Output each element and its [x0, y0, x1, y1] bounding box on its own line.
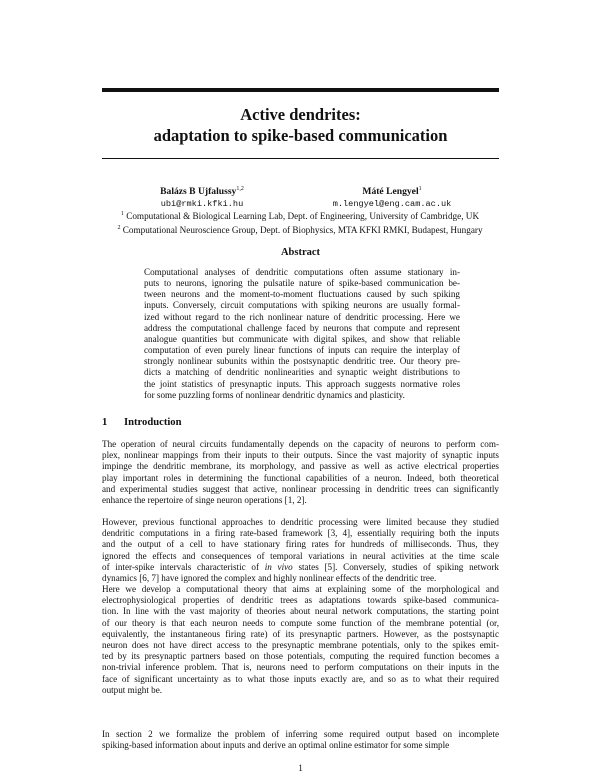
text-line: impinge the dendritic membrane, its morphology, and passive as well as active electrical properties: [102, 461, 499, 472]
text-line: play important roles in determining the functional capabilities of a neuron. Indeed, both theoretical: [102, 472, 499, 483]
text-line: equivalently, the instantaneous firing rate) of its presynaptic partners. However, as the postsynaptic: [102, 628, 499, 639]
abstract-line: strongly nonlinear subunits within the postsynaptic dendritic tree. Our theory pre-: [144, 356, 460, 367]
affiliation-2: $^2$ Computational Neuroscience Group, Dept. of Biophysics, MTA KFKI RMKI, Budapest, Hungary: [117, 224, 483, 235]
text-line: and the output of a cell to have stationary firing rates for hundreds of milliseconds. Thus, they: [102, 539, 499, 550]
abstract-line: ized without regard to the rich nonlinear nature of dendritic processing. Here we: [144, 311, 460, 322]
author-2-email: m.lengyel@eng.cam.ac.uk: [332, 199, 452, 210]
text-line: and experimental studies suggest that active, nonlinear processing in dendritic trees can significantly: [102, 483, 499, 494]
section-heading: [102, 417, 182, 428]
author-2-affil-mark: 1: [418, 186, 422, 192]
abstract-line: tween neurons and the moment-to-moment fluctuations caused by such spiking: [144, 289, 460, 300]
author-2: [297, 183, 487, 210]
text-line: of our theory is that each neuron needs to compute some function of the membrane potential (or,: [102, 617, 499, 628]
text-line: face of significant uncertainty as to what those inputs exactly are, and so as to what their required: [102, 673, 499, 684]
abstract-line: analogue quantities but communicate with digital spikes, and show that reliable: [144, 333, 460, 344]
text-line: non-trivial inference problem. That is, neurons need to perform computations on their inputs in the: [102, 662, 499, 673]
text-line: plex, nonlinear mappings from their inputs to their outputs. Since the vast majority of synaptic inputs: [102, 450, 499, 461]
paragraph-1: [102, 439, 499, 506]
text-line: enhance the repertoire of singe neuron operations [1, 2].: [102, 495, 307, 506]
abstract-line: inputs. Conversely, circuit computations with spiking neurons are usually formal-: [144, 300, 460, 311]
abstract-body: [144, 267, 460, 401]
text-line: Here we develop a computational theory that aims at explaining some of the morphological and: [102, 584, 499, 594]
abstract-line: Computational analyses of dendritic computations often assume stationary in-: [144, 267, 460, 277]
text-line: The operation of neural circuits fundamentally depends on the capacity of neurons to perform com-: [102, 439, 499, 449]
affiliation-1: $^1$ Computational & Biological Learning Lab, Dept. of Engineering, University of Cambridge, UK: [120, 211, 480, 222]
text-line: ted by its presynaptic partners based on those potentials, computing the required function becomes a: [102, 651, 499, 662]
page-number: 1: [298, 763, 303, 773]
text-line: ignored the effects and consequences of temporal variations in neural activities at the time scale: [102, 550, 499, 561]
title-bottom-rule: [102, 158, 499, 159]
abstract-line: for some puzzling forms of nonlinear dendritic dynamics and plasticity.: [144, 389, 405, 400]
paragraph-3: [102, 584, 499, 696]
text-line: dynamics [6, 7] have ignored the complex and highly nonlinear effects of the dendritic tree.: [102, 573, 437, 584]
author-1-affil-mark: 1,2: [236, 186, 244, 192]
affiliations: [100, 209, 500, 236]
text-line: output might be.: [102, 684, 163, 695]
abstract-line: dicts a matching of dendritic nonlinearities and synaptic weight distributions to: [144, 367, 460, 378]
abstract-line: computation of even purely linear functions of inputs can require the interplay of: [144, 345, 460, 356]
text-line: spiking-based information about inputs and derive an optimal online estimator for some simple: [102, 740, 450, 751]
author-1-email: ubi@rmki.kfki.hu: [160, 199, 244, 210]
text-line: of inter-spike intervals characteristic of in vivo states [5]. Conversely, studies of spiking network: [102, 561, 499, 572]
title-top-rule: [102, 88, 499, 92]
abstract-line: address the computational challenge faced by neurons that compute and represent: [144, 322, 460, 333]
text-line: electrophysiological properties of dendritic trees as adaptations towards spike-based communica-: [102, 595, 499, 606]
text-line: dendritic computations in a firing rate-based framework [3, 4], essentially requiring both the inputs: [102, 528, 499, 539]
title-line-2: adaptation to spike-based communication: [153, 126, 448, 145]
section-title: Introduction: [124, 417, 182, 428]
section-number: 1: [102, 417, 108, 428]
text-line: However, previous functional approaches to dendritic processing were limited because they studied: [102, 517, 499, 527]
abstract-line: puts to neurons, ignoring the pulsatile nature of spike-based communication be-: [144, 278, 460, 289]
abstract-line: the joint statistics of presynaptic inputs. This approach suggests normative roles: [144, 378, 460, 389]
author-1-name: Balázs B Ujfalussy: [160, 186, 237, 198]
paper-title: [102, 104, 499, 146]
abstract-heading: Abstract: [280, 247, 321, 258]
text-line: In section 2 we formalize the problem of inferring some required output based on incomplete: [102, 729, 499, 739]
title-line-1: Active dendrites:: [240, 105, 361, 124]
paragraph-4: [102, 729, 499, 751]
author-1: [142, 183, 262, 210]
text-line: tion. In line with the vast majority of theories about neural network computations, the starting point: [102, 606, 499, 617]
text-line: neuron does not have direct access to the presynaptic membrane potentials, only to the spikes emit-: [102, 640, 499, 651]
author-2-name: Máté Lengyel: [362, 186, 419, 198]
paragraph-2: [102, 517, 499, 584]
